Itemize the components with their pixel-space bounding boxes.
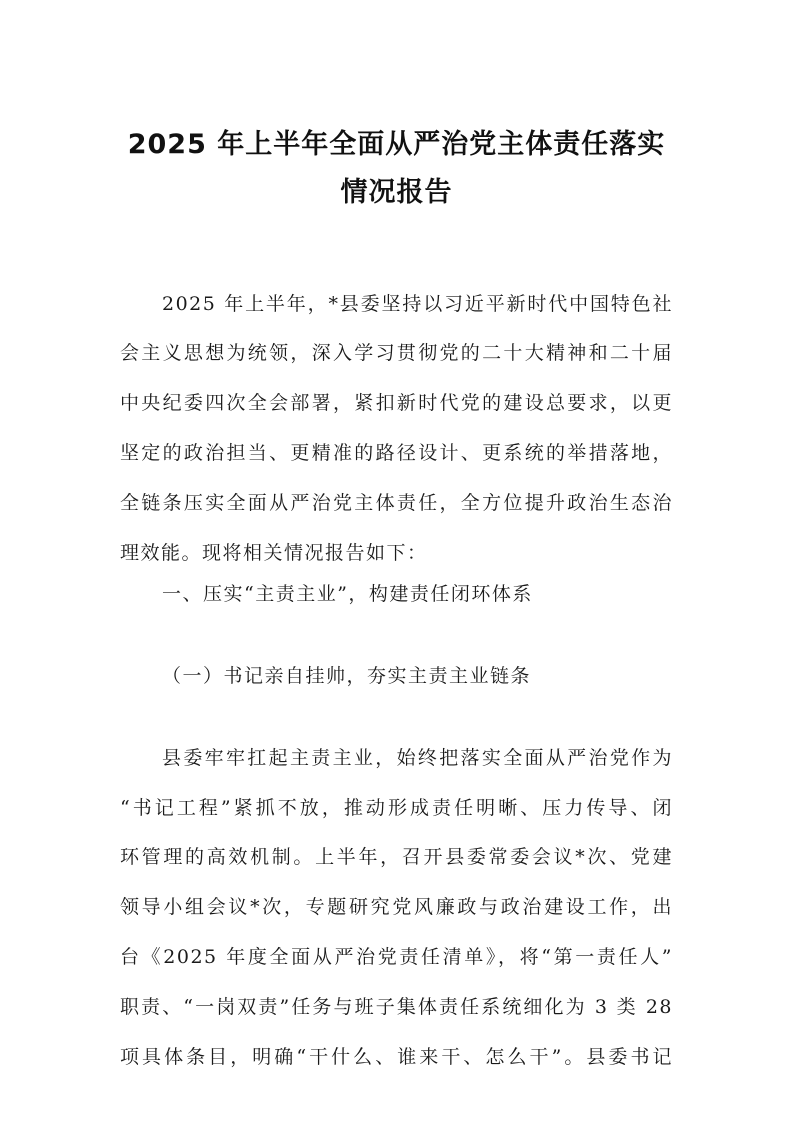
section-heading: 一、压实“主责主业”，构建责任闭环体系 (162, 583, 533, 605)
body-paragraph-line: 环管理的高效机制。上半年，召开县委常委会议*次、党建 (120, 846, 673, 868)
body-paragraph-line: 项具体条目，明确“干什么、谁来干、怎么干”。县委书记 (120, 1046, 673, 1068)
body-paragraph-line: 职责、“一岗双责”任务与班子集体责任系统细化为 3 类 28 (120, 996, 673, 1018)
body-paragraph-line: “书记工程”紧抓不放，推动形成责任明晰、压力传导、闭 (120, 797, 673, 819)
body-paragraph-line: 县委牢牢扛起主责主业，始终把落实全面从严治党作为 (162, 747, 673, 769)
document-title-line-1: 2025 年上半年全面从严治党主体责任落实 (127, 129, 666, 160)
intro-paragraph-line: 全链条压实全面从严治党主体责任，全方位提升政治生态治 (120, 492, 673, 514)
intro-paragraph-line: 中央纪委四次全会部署，紧扣新时代党的建设总要求，以更 (120, 392, 673, 414)
body-paragraph-line: 领导小组会议*次，专题研究党风廉政与政治建设工作，出 (120, 896, 673, 918)
intro-paragraph-line: 2025 年上半年，*县委坚持以习近平新时代中国特色社 (162, 293, 673, 315)
subsection-heading: （一）书记亲自挂帅，夯实主责主业链条 (162, 665, 532, 687)
intro-paragraph-line: 坚定的政治担当、更精准的路径设计、更系统的举措落地， (120, 442, 673, 464)
intro-paragraph-line: 会主义思想为统领，深入学习贯彻党的二十大精神和二十届 (120, 342, 673, 364)
document-title-line-2: 情况报告 (340, 177, 453, 208)
intro-paragraph-line: 理效能。现将相关情况报告如下： (120, 542, 428, 564)
body-paragraph-line: 台《2025 年度全面从严治党责任清单》，将“第一责任人” (120, 946, 673, 968)
